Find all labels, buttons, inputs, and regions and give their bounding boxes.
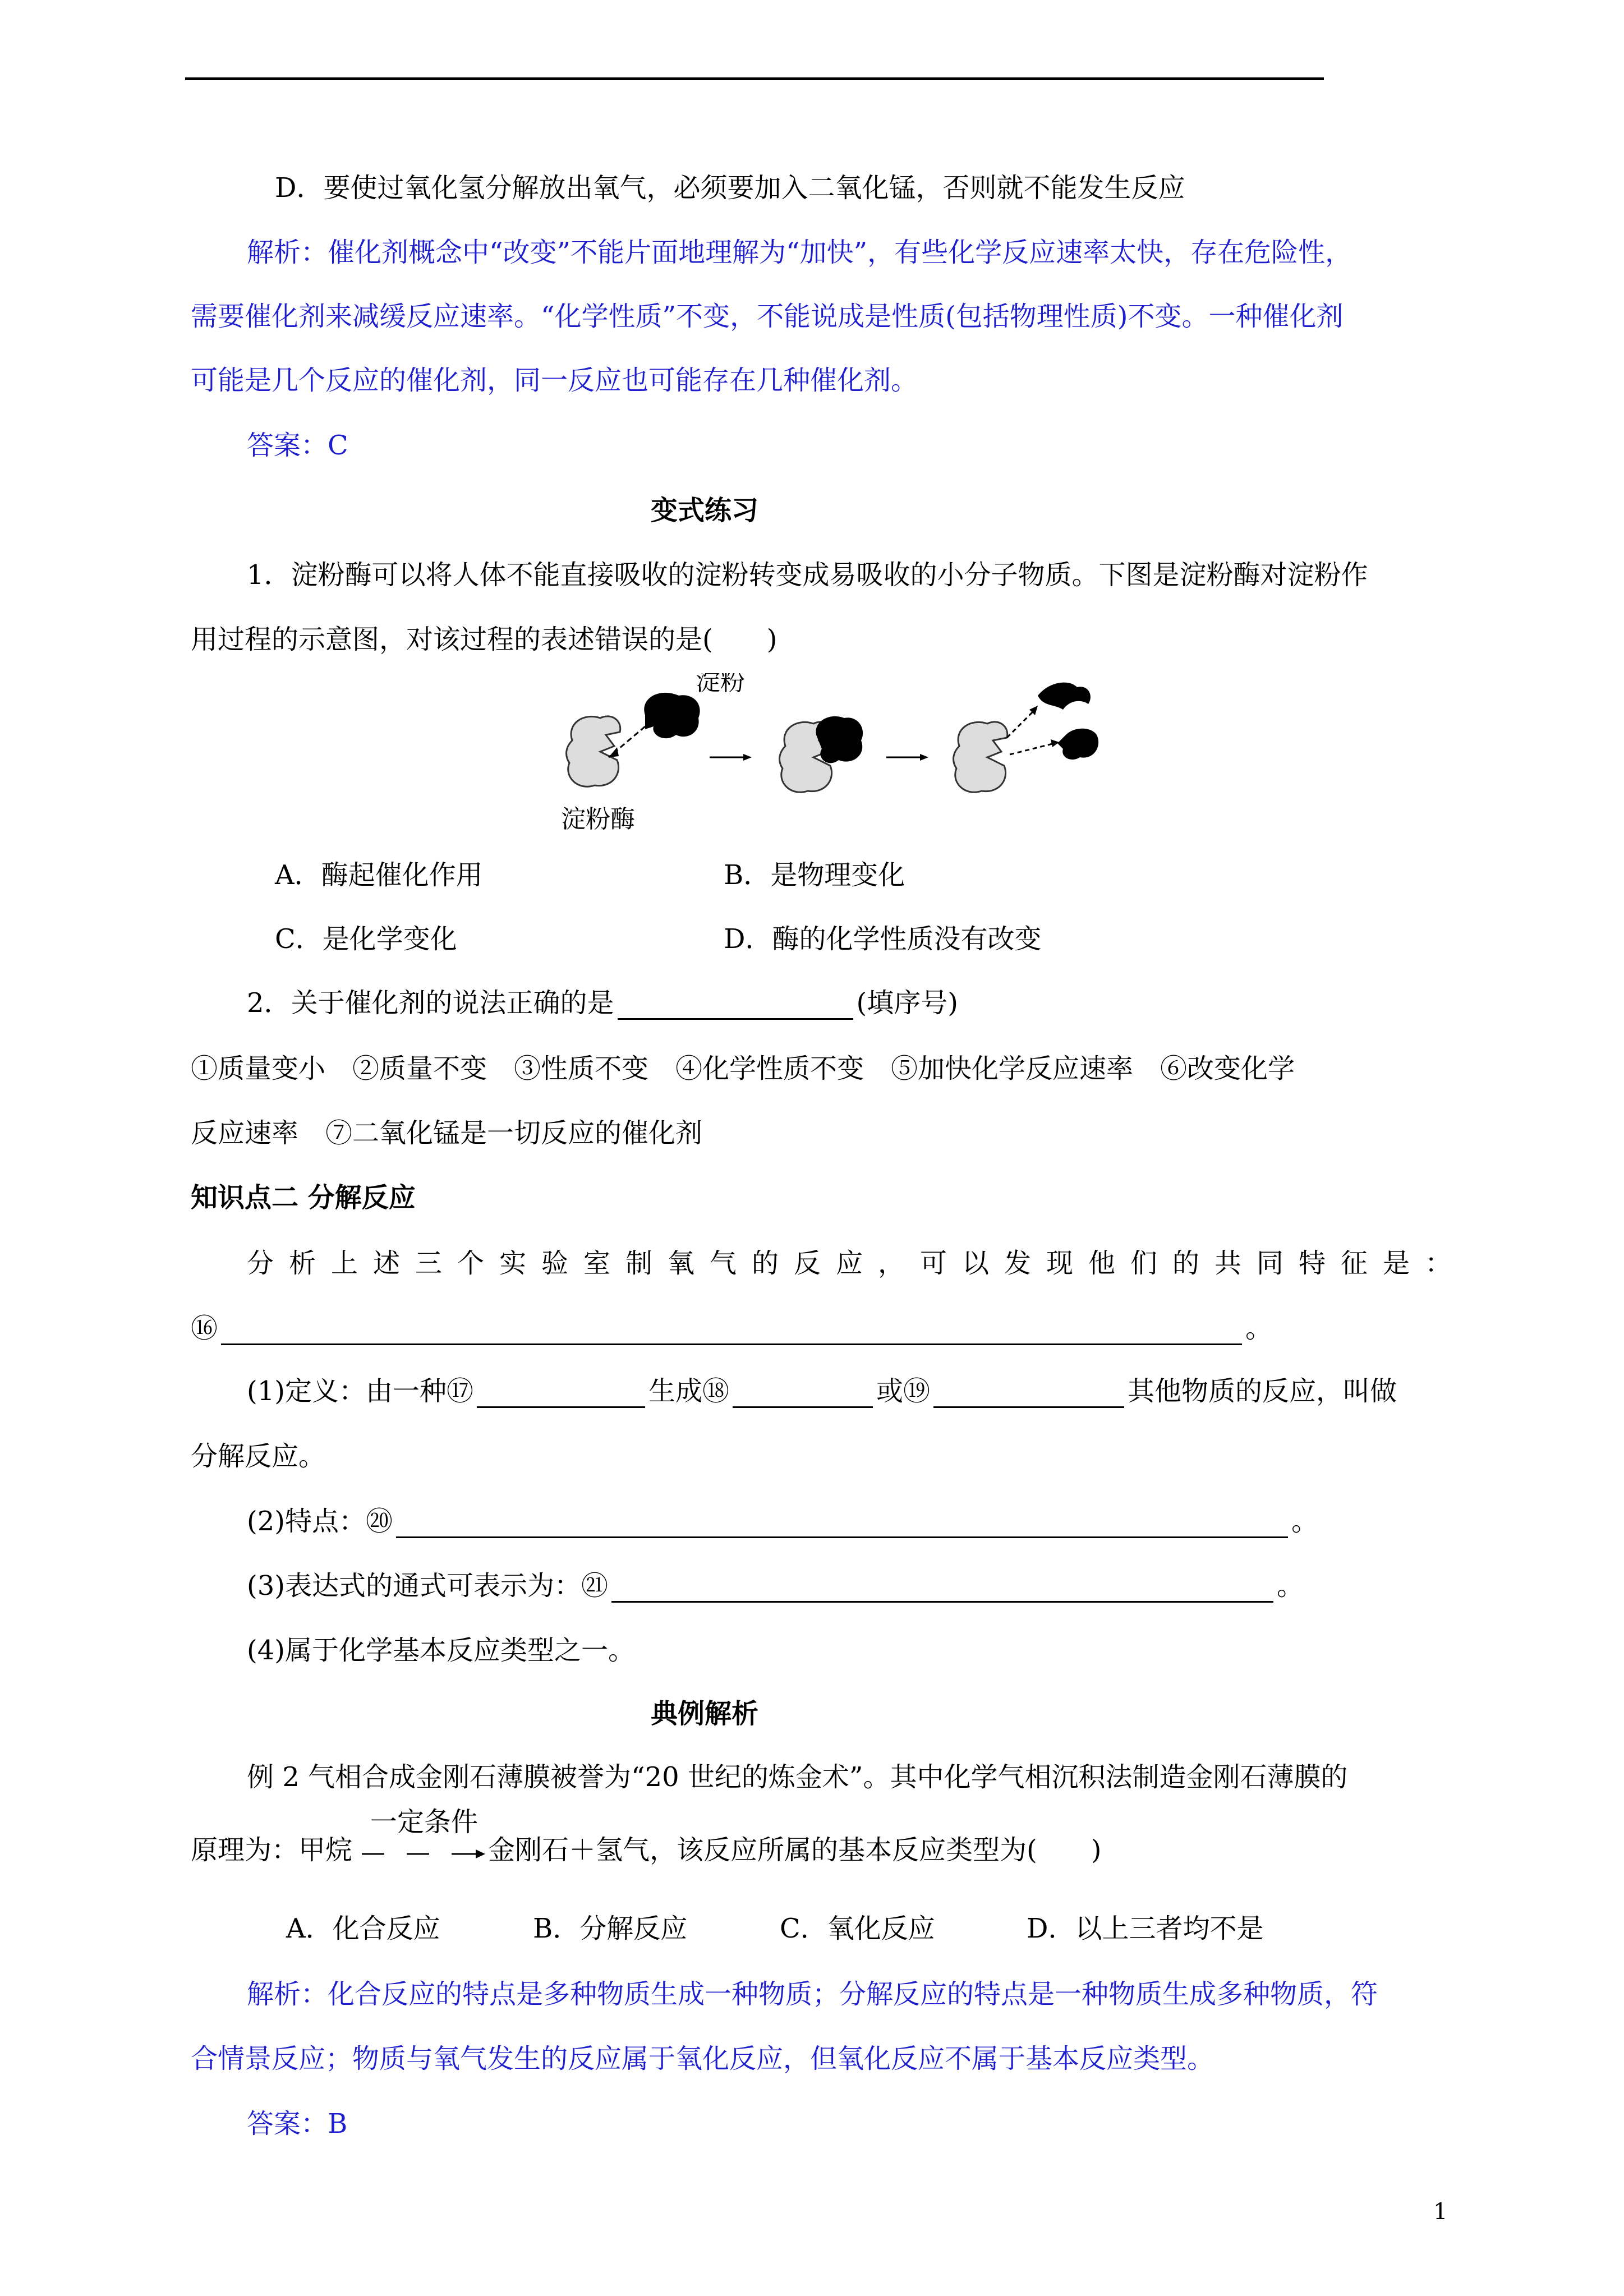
header-rule bbox=[185, 77, 1324, 80]
process-arrow-head bbox=[920, 754, 928, 761]
section-heading: 典例解析 bbox=[651, 1698, 759, 1729]
question-stem: 用过程的示意图，对该过程的表述错误的是( ) bbox=[191, 624, 778, 655]
formula-line bbox=[247, 1569, 1304, 1603]
definition-line bbox=[247, 1374, 1397, 1408]
definition-suffix: 其他物质的反应，叫做 bbox=[1128, 1375, 1397, 1407]
option-c: C．是化学变化 bbox=[275, 923, 457, 955]
analysis-line: 可能是几个反应的催化剂，同一反应也可能存在几种催化剂。 bbox=[191, 365, 918, 396]
dashed-arrow bbox=[1007, 710, 1035, 738]
definition-prefix: (1)定义：由一种⑰ bbox=[247, 1375, 473, 1407]
dashed-arrow bbox=[1010, 743, 1055, 754]
answer-text: 答案：C bbox=[247, 430, 348, 461]
process-arrow-head bbox=[743, 754, 752, 761]
example-stem: 例 2 气相合成金刚石薄膜被誉为“20 世纪的炼金术”。其中化学气相沉积法制造金刚石薄膜的 bbox=[247, 1761, 1348, 1793]
definition-line-2: 分解反应。 bbox=[191, 1441, 326, 1472]
enzyme-label: 淀粉酶 bbox=[561, 805, 635, 834]
enzyme-diagram bbox=[561, 673, 1178, 836]
option-b: B．是物理变化 bbox=[724, 859, 905, 891]
reaction-arrow bbox=[359, 1846, 488, 1862]
answer-blank[interactable] bbox=[618, 993, 853, 1020]
option-d: D．以上三者均不是 bbox=[1027, 1913, 1264, 1944]
period: 。 bbox=[1291, 1506, 1319, 1537]
answer-blank[interactable] bbox=[477, 1382, 645, 1408]
option-c: C．氧化反应 bbox=[780, 1913, 935, 1944]
option-b: B．分解反应 bbox=[533, 1913, 688, 1944]
fill-line-16 bbox=[191, 1312, 1272, 1345]
principle-suffix: 金刚石＋氢气，该反应所属的基本反应类型为( ) bbox=[488, 1834, 1102, 1866]
question-stem-suffix: (填序号) bbox=[856, 987, 959, 1019]
reaction-condition: 一定条件 bbox=[370, 1806, 479, 1838]
choices-line: ①质量变小 ②质量不变 ③性质不变 ④化学性质不变 ⑤加快化学反应速率 ⑥改变化学 bbox=[191, 1053, 1295, 1084]
definition-mid: 或⑲ bbox=[876, 1375, 931, 1407]
enzyme-shape bbox=[954, 722, 1007, 792]
answer-blank[interactable] bbox=[221, 1319, 1242, 1345]
period: 。 bbox=[1277, 1570, 1304, 1602]
answer-blank[interactable] bbox=[611, 1576, 1273, 1603]
period: 。 bbox=[1245, 1313, 1273, 1344]
question-2 bbox=[247, 986, 958, 1020]
feature-label: (2)特点：⑳ bbox=[247, 1506, 393, 1537]
answer-blank[interactable] bbox=[733, 1382, 873, 1408]
analysis-line: 合情景反应；物质与氧气发生的反应属于氧化反应，但氧化反应不属于基本反应类型。 bbox=[191, 2043, 1214, 2074]
intro-text: 分析上述三个实验室制氧气的反应，可以发现他们的共同特征是： bbox=[247, 1248, 1467, 1279]
choices-line: 反应速率 ⑦二氧化锰是一切反应的催化剂 bbox=[191, 1117, 703, 1149]
type-line: (4)属于化学基本反应类型之一。 bbox=[247, 1635, 635, 1666]
page-number: 1 bbox=[1433, 2199, 1448, 2225]
formula-label: (3)表达式的通式可表示为：㉑ bbox=[247, 1570, 608, 1602]
definition-mid: 生成⑱ bbox=[648, 1375, 730, 1407]
circled-number: ⑯ bbox=[191, 1313, 218, 1344]
starch-shape bbox=[644, 693, 700, 738]
question-stem: 2．关于催化剂的说法正确的是 bbox=[247, 987, 614, 1019]
principle-prefix: 原理为：甲烷 bbox=[191, 1834, 353, 1866]
answer-blank[interactable] bbox=[933, 1382, 1124, 1408]
option-a: A．酶起催化作用 bbox=[275, 859, 483, 891]
feature-line bbox=[247, 1504, 1318, 1538]
question-option-d: D．要使过氧化氢分解放出氧气，必须要加入二氧化锰，否则就不能发生反应 bbox=[275, 172, 1185, 204]
enzyme-shape bbox=[567, 716, 620, 786]
section-heading: 变式练习 bbox=[651, 495, 759, 526]
answer-blank[interactable] bbox=[396, 1512, 1288, 1538]
product-shape bbox=[1038, 683, 1091, 710]
section-heading: 知识点二 分解反应 bbox=[191, 1182, 416, 1213]
analysis-line: 解析：化合反应的特点是多种物质生成一种物质；分解反应的特点是一种物质生成多种物质，符 bbox=[247, 1978, 1378, 2010]
option-a: A．化合反应 bbox=[286, 1913, 440, 1944]
arrow-head bbox=[609, 747, 619, 757]
starch-shape bbox=[816, 716, 863, 763]
answer-text: 答案：B bbox=[247, 2108, 348, 2139]
product-shape bbox=[1057, 729, 1098, 760]
analysis-line: 需要催化剂来减缓反应速率。“化学性质”不变，不能说成是性质(包括物理性质)不变。一种催化剂 bbox=[191, 301, 1344, 332]
starch-label: 淀粉 bbox=[696, 673, 745, 696]
option-d: D．酶的化学性质没有改变 bbox=[724, 923, 1042, 955]
enzyme-diagram-svg bbox=[561, 673, 1178, 836]
analysis-line: 解析：催化剂概念中“改变”不能片面地理解为“加快”，有些化学反应速率太快，存在危险性， bbox=[247, 237, 1352, 268]
question-stem: 1．淀粉酶可以将人体不能直接吸收的淀粉转变成易吸收的小分子物质。下图是淀粉酶对淀粉作 bbox=[247, 559, 1368, 591]
